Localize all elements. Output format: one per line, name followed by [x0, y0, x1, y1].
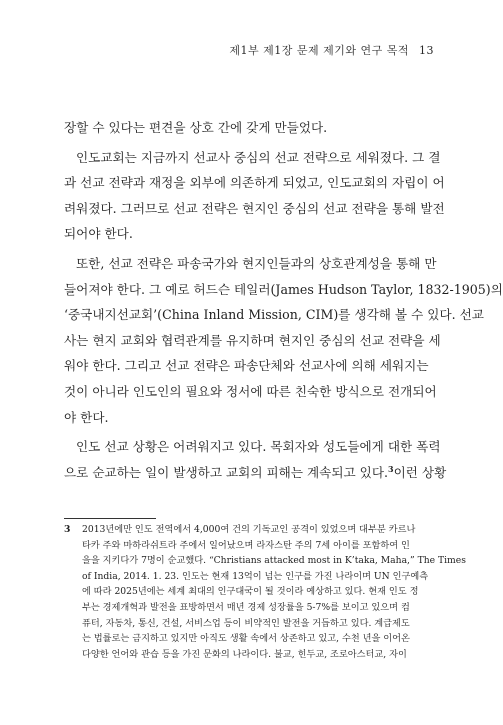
paragraph-text: 으로 순교하는 일이 발생하고 교회의 피해는 계속되고 있다.	[64, 464, 388, 480]
footnote-divider	[64, 518, 156, 519]
footnote-line: 2013년에만 인도 전역에서 4,000여 건의 기독교인 공격이 있었으며 대부분 카르나	[82, 524, 416, 535]
paragraph-line: 인도 선교 상황은 어려워지고 있다. 목회자와 성도들에게 대한 폭력	[76, 439, 441, 455]
paragraph-line: 인도교회는 지금까지 선교사 중심의 선교 전략으로 세워졌다. 그 결	[76, 149, 441, 165]
footnote-number: 3	[64, 524, 71, 535]
paragraph-line: 되어야 한다.	[64, 226, 133, 242]
running-header	[229, 42, 434, 58]
paragraph-line: 워야 한다. 그리고 선교 전략은 파송단체와 선교사에 의해 세워지는	[64, 358, 429, 374]
footnote-line: 는 법률로는 금지하고 있지만 아직도 생활 속에서 상존하고 있고, 수천 년을 이어온	[82, 633, 410, 645]
paragraph-text: 이런 상황	[393, 464, 447, 480]
footnote-line: 에 따라 2025년에는 세계 최대의 인구대국이 될 것이라 예상하고 있다. 현재 인도 정	[82, 586, 419, 598]
footnote-line: 을을 지키다가 7명이 순교했다. “Christians attacked most in K’taka, Maha,” The Times	[82, 555, 466, 567]
footnote-line: of India, 2014. 1. 23. 인도는 현재 13억이 넘는 인구를 가진 나라이며 UN 인구예측	[82, 570, 429, 582]
paragraph-line: 사는 현지 교회와 협력관계를 유지하며 현지인 중심의 선교 전략을 세	[64, 332, 441, 348]
paragraph-line: 것이 아니라 인도인의 필요와 정서에 따른 친숙한 방식으로 전개되어	[64, 383, 437, 399]
footnote-line: 부는 경제개혁과 발전을 표방하면서 매년 경제 성장률을 5-7%를 보이고 있으며 컴	[82, 601, 410, 613]
footnote-line: 다양한 언어와 관습 등을 가진 문화의 나라이다. 불교, 힌두교, 조로아스터교, 자이	[82, 648, 407, 660]
footnote-reference[interactable]: 3	[388, 463, 394, 474]
paragraph-line: 야 한다.	[64, 409, 109, 425]
paragraph-line	[64, 460, 447, 486]
paragraph-line: 또한, 선교 전략은 파송국가와 현지인들과의 상호관계성을 통해 만	[76, 255, 437, 271]
paragraph-line: 과 선교 전략과 재정을 외부에 의존하게 되었고, 인도교회의 자립이 어	[64, 175, 445, 191]
paragraph-line: 들어져야 한다. 그 예로 허드슨 테일러(James Hudson Taylor, 1832-1905)의	[64, 281, 503, 297]
paragraph-line: 려워졌다. 그러므로 선교 전략은 현지인 중심의 선교 전략을 통해 발전	[64, 200, 445, 216]
footnote	[64, 522, 466, 662]
footnote-line: 퓨터, 자동차, 통신, 건설, 서비스업 등이 비약적인 발전을 거듭하고 있다. 계급제도	[82, 617, 410, 629]
page-number: 13	[419, 44, 434, 57]
paragraph-line: 장할 수 있다는 편견을 상호 간에 갖게 만들었다.	[64, 120, 328, 135]
footnote-line: 타카 주와 마하라쉬트라 주에서 일어났으며 라자스탄 주의 7세 아이를 포함하여 인	[82, 539, 410, 551]
header-title: 제1부 제1장 문제 제기와 연구 목적	[229, 44, 409, 57]
body-text	[64, 115, 503, 485]
paragraph-line: ‘중국내지선교회’(China Inland Mission, CIM)를 생각해 볼 수 있다. 선교	[64, 307, 484, 323]
